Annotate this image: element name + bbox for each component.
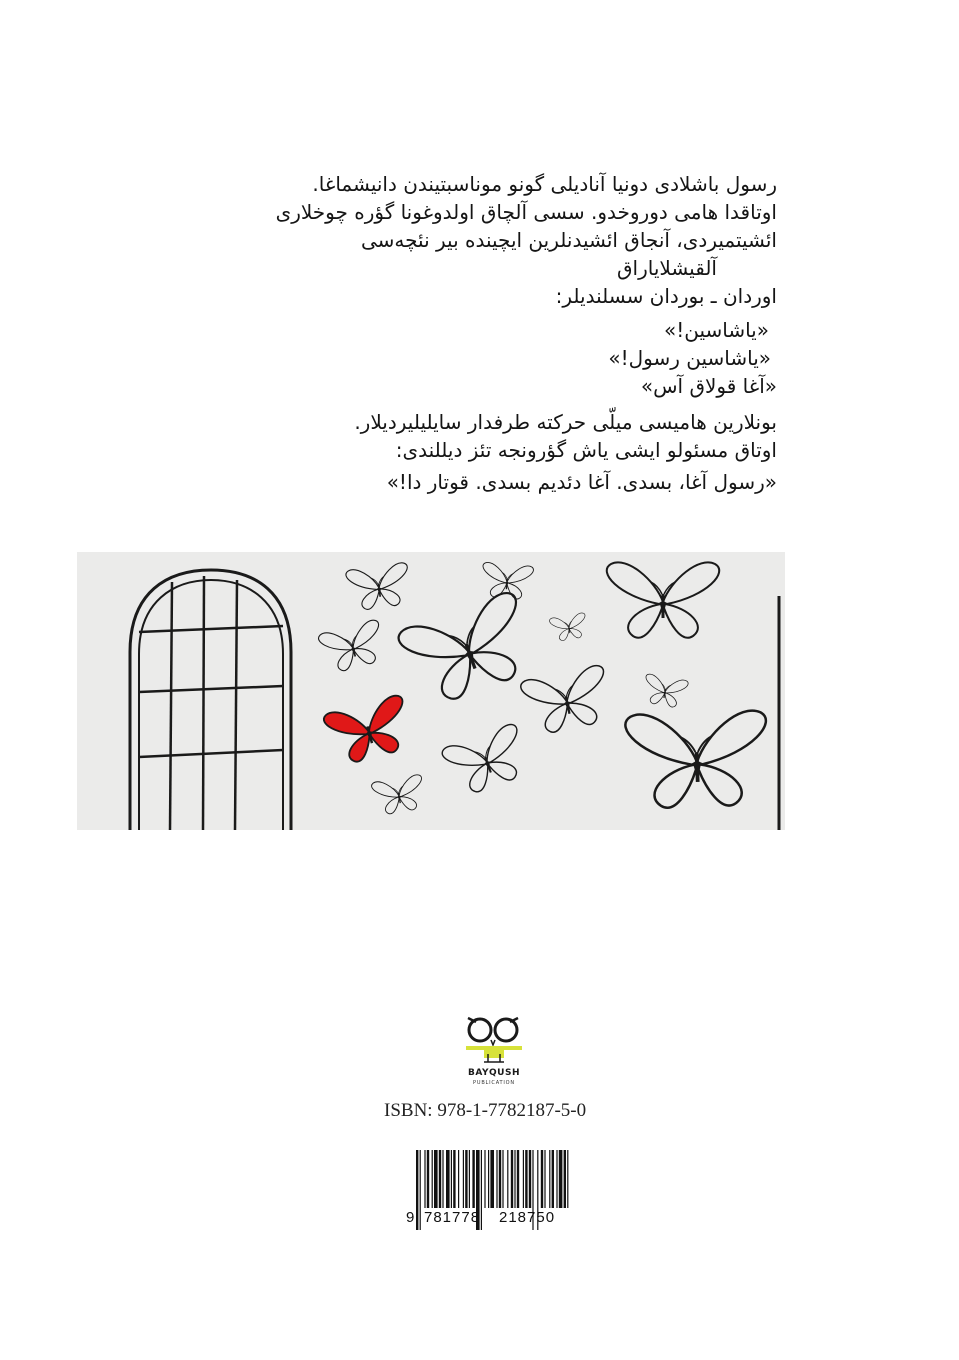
text-line: اوتاق مسئولو ایشی یاش گؤرونجه تئز دیللندی: [395, 438, 777, 462]
butterfly-illustration [77, 552, 785, 830]
text-line: «یاشاسین!» [663, 318, 769, 342]
text-line: رسول باشلادی دونیا آنادیلی گونو موناسبتیندن دانیشماغا. [312, 172, 777, 196]
butterfly-icon [642, 673, 689, 709]
owl-logo-icon [454, 1010, 534, 1068]
butterfly-icon [549, 612, 589, 642]
publisher-name: BAYQUSH [468, 1068, 520, 1078]
paragraph-4 [217, 468, 777, 496]
text-line: آلقیشلایاراق [617, 256, 717, 280]
publisher-subtitle: PUBLICATION [473, 1080, 515, 1086]
barcode-digits-left: 781778 [424, 1209, 481, 1226]
paragraph-1 [217, 170, 777, 310]
butterfly-icon [480, 562, 533, 600]
red-butterfly-icon [323, 694, 415, 767]
butterfly-icon [345, 562, 412, 612]
barcode-digit-first: 9 [406, 1209, 416, 1226]
text-line: «آغا قولاق آس» [640, 374, 777, 398]
isbn-label: ISBN: 978-1-7782187-5-0 [384, 1100, 587, 1121]
paragraph-2 [217, 316, 777, 400]
butterfly-icon [371, 774, 427, 816]
text-line: ائشیتمیردی، آنجاق ائشیدنلرین ایچینده بیر نئچه‌سی [360, 228, 777, 252]
butterfly-icon [520, 664, 614, 737]
text-line: اوتاقدا هامی دوروخدو. سسی آلچاق اولدوغونا گؤره چوخلاری [275, 200, 777, 224]
butterfly-icon [607, 562, 719, 637]
text-line: «یاشاسین رسول!» [608, 346, 771, 370]
butterfly-icon [317, 619, 387, 675]
text-line: «رسول آغا، بسدی. آغا دئدیم بسدی. قوتار دا!» [386, 470, 777, 494]
publisher-logo [454, 1010, 534, 1090]
text-line: اوردان ـ بوردان سسلندیلر: [555, 284, 777, 308]
barcode-digits-right: 218750 [499, 1209, 556, 1226]
arched-window-icon [130, 570, 291, 830]
butterfly-icon [396, 590, 541, 710]
text-line: بونلارین هامیسی میلّی حرکته طرفدار سایلیلیردیلار. [354, 410, 777, 434]
paragraph-3 [217, 408, 777, 464]
butterfly-icon [625, 710, 769, 809]
butterfly-icon [441, 723, 533, 799]
